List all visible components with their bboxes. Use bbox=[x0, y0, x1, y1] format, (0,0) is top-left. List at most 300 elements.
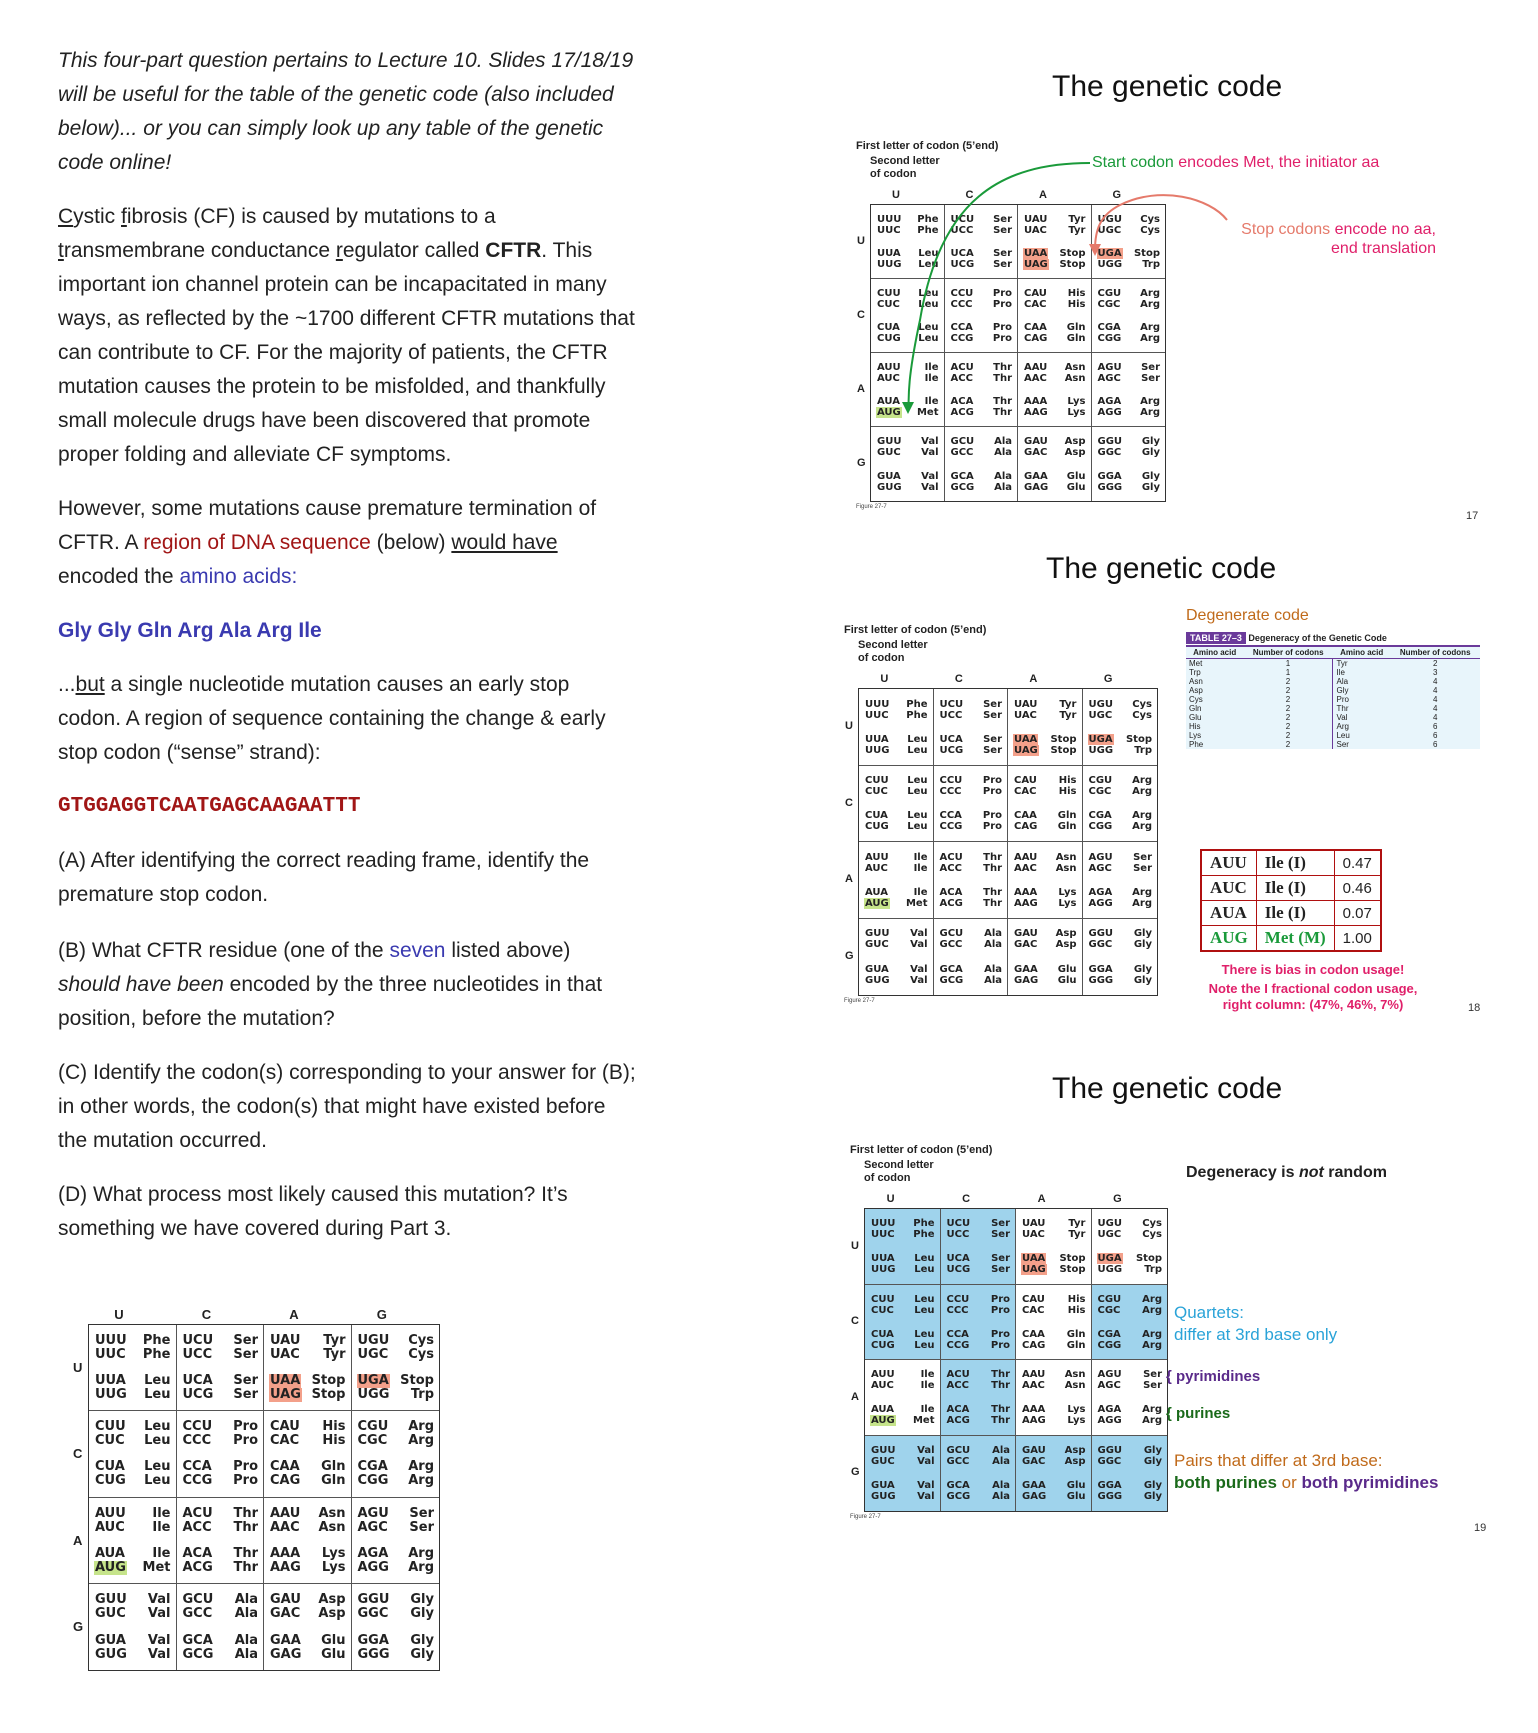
bias-cell: AUC bbox=[1201, 876, 1256, 901]
amino-acid: Leu bbox=[914, 1253, 935, 1265]
first-letter-label: First letter of codon (5’end) bbox=[844, 624, 987, 636]
amino-acid: Met bbox=[905, 897, 928, 909]
not-text: not bbox=[1298, 1164, 1324, 1181]
codon: AUC bbox=[95, 1519, 125, 1535]
amino-acid: Arg bbox=[408, 1419, 434, 1435]
c-letter: C bbox=[58, 205, 74, 228]
amino-acid: Glu bbox=[1066, 470, 1086, 482]
codon: UCG bbox=[946, 1264, 971, 1276]
amino-acid: His bbox=[1067, 299, 1086, 310]
amino-acid: Tyr bbox=[1059, 698, 1077, 710]
codon-row bbox=[870, 1404, 936, 1415]
codon: ACU bbox=[946, 1369, 970, 1381]
codon: AAA bbox=[270, 1545, 301, 1561]
codon: ACA bbox=[946, 1404, 970, 1416]
amino-acid: Pro bbox=[990, 1339, 1010, 1351]
codon: UAU bbox=[270, 1333, 301, 1349]
amino-acid: Gly bbox=[1141, 436, 1160, 448]
amino-acid: Cys bbox=[1142, 1229, 1162, 1241]
amino-acid: Thr bbox=[993, 362, 1012, 373]
text: encoded the bbox=[58, 565, 180, 588]
amino-acids-label: amino acids: bbox=[179, 565, 298, 588]
codon: CUC bbox=[871, 1304, 894, 1316]
row-header: U bbox=[73, 1360, 83, 1376]
codon: UUU bbox=[877, 214, 902, 225]
amino-acid: Val bbox=[917, 1456, 935, 1468]
codon-row bbox=[1097, 1456, 1164, 1467]
amino-acid: Ala bbox=[992, 1491, 1010, 1503]
text: . This important ion channel protein can be incapacitated in many ways, as reflected by the ~1700 different CFTR mutations that can contribute to CF. For the majority of patients, the CFTR mutation causes the protein to be misfolded, and thankfully small molecule drugs have been discovered that promote proper folding and alleviate CF symptoms. bbox=[58, 239, 635, 466]
amino-acid: Thr bbox=[991, 1369, 1010, 1381]
codon-row bbox=[1013, 810, 1078, 821]
col-header: C bbox=[201, 1307, 212, 1322]
codon-row bbox=[1097, 1404, 1164, 1415]
text: ibrosis (CF) is caused by mutations to a bbox=[126, 205, 496, 228]
amino-acid: Arg bbox=[1142, 1293, 1162, 1305]
codon-row bbox=[870, 1253, 936, 1264]
codon-row bbox=[939, 710, 1004, 721]
col-header: C bbox=[962, 1193, 971, 1205]
amino-acid: Ser bbox=[993, 248, 1012, 259]
amino-acid: Glu bbox=[1066, 1491, 1086, 1503]
amino-acid: Pro bbox=[982, 775, 1002, 787]
codon-cell bbox=[1083, 919, 1158, 996]
codon: GAU bbox=[1024, 436, 1048, 448]
codon: UAU bbox=[1022, 1218, 1046, 1230]
codon-row bbox=[1021, 1380, 1087, 1391]
codon: ACU bbox=[939, 851, 963, 863]
amino-acid: Arg bbox=[1142, 1404, 1162, 1416]
amino-acid: Asn bbox=[1064, 373, 1086, 384]
codon-cell bbox=[859, 689, 934, 766]
codon-row bbox=[1021, 1340, 1087, 1351]
codon-row bbox=[1013, 939, 1078, 950]
codon: GUA bbox=[871, 1480, 895, 1492]
amino-acid: Phe bbox=[906, 709, 928, 721]
amino-acid: Leu bbox=[907, 786, 928, 798]
amino-acid: His bbox=[1067, 1304, 1086, 1316]
codon: GCG bbox=[946, 1491, 971, 1503]
codon: CUU bbox=[95, 1419, 126, 1435]
amino-acid: Thr bbox=[991, 1404, 1010, 1416]
codon: AGA bbox=[1097, 396, 1122, 407]
bias-note: There is bias in codon usage! bbox=[1221, 962, 1405, 977]
codon: UUA bbox=[865, 733, 889, 745]
codon-cell bbox=[1008, 689, 1083, 766]
of-codon-label: of codon bbox=[864, 1172, 911, 1184]
bias-cell: AUA bbox=[1201, 901, 1256, 926]
start-arrow bbox=[908, 163, 1090, 410]
codon: GAU bbox=[1022, 1445, 1046, 1457]
deg-cell: 3 bbox=[1432, 668, 1438, 677]
codon: GCC bbox=[182, 1606, 213, 1622]
codon: UUA bbox=[871, 1253, 895, 1265]
codon-row bbox=[946, 1218, 1012, 1229]
amino-acid: Glu bbox=[1057, 975, 1077, 987]
codon: UAA bbox=[1022, 1253, 1046, 1265]
deg-cell: Cys bbox=[1189, 695, 1203, 704]
amino-acid: Ile bbox=[924, 373, 939, 384]
codon-cell bbox=[941, 1360, 1017, 1436]
stop-arrowhead bbox=[1089, 244, 1101, 256]
page-18: 18 bbox=[1468, 1002, 1481, 1014]
amino-acid: Leu bbox=[918, 248, 939, 259]
amino-acid: Ser bbox=[993, 259, 1012, 270]
figure-caption: Figure 27-7 bbox=[844, 998, 875, 1004]
codon: CUU bbox=[871, 1293, 895, 1305]
col-header: U bbox=[880, 673, 889, 685]
bias-cell: 0.07 bbox=[1334, 901, 1381, 926]
codon-row bbox=[1088, 964, 1154, 975]
amino-acid: Arg bbox=[408, 1459, 434, 1475]
codon: GUA bbox=[877, 470, 901, 482]
amino-acid: Stop bbox=[1059, 248, 1086, 259]
amino-acid: Phe bbox=[917, 214, 939, 225]
amino-acid: Leu bbox=[907, 775, 928, 787]
both-purines: both purines bbox=[1174, 1473, 1277, 1492]
codon-row bbox=[1088, 775, 1154, 786]
deg-cell: His bbox=[1189, 722, 1201, 731]
amino-acid: Thr bbox=[233, 1545, 258, 1561]
codon: CAA bbox=[1014, 810, 1037, 822]
amino-acid: Phe bbox=[142, 1333, 171, 1349]
codon: AUC bbox=[871, 1380, 894, 1392]
codon-row bbox=[939, 975, 1004, 986]
quartets-note bbox=[1174, 1302, 1337, 1346]
amino-acid: Val bbox=[147, 1606, 171, 1622]
amino-acid-sequence: Gly Gly Gln Arg Ala Arg Ile bbox=[58, 619, 322, 642]
codon-row bbox=[939, 863, 1004, 874]
amino-acid: Ser bbox=[233, 1347, 258, 1363]
codon: UCA bbox=[182, 1373, 213, 1389]
codon: CCU bbox=[946, 1293, 970, 1305]
codon-row bbox=[1088, 810, 1154, 821]
figure-caption: Figure 27-7 bbox=[850, 1514, 881, 1520]
amino-acid: Gly bbox=[410, 1632, 434, 1648]
amino-acid: Ile bbox=[152, 1505, 171, 1521]
codon: UCC bbox=[182, 1347, 213, 1363]
codon: GGA bbox=[357, 1632, 389, 1648]
codon: UAA bbox=[1024, 248, 1048, 259]
codon: UCC bbox=[946, 1229, 970, 1241]
amino-acid: Gly bbox=[1143, 1480, 1162, 1492]
deg-cell: Pro bbox=[1333, 695, 1390, 704]
codon-cell bbox=[1083, 766, 1158, 843]
amino-acid: Cys bbox=[1132, 709, 1152, 721]
amino-acid: His bbox=[322, 1419, 346, 1435]
of-codon-label: of codon bbox=[858, 652, 905, 664]
codon-cell bbox=[934, 766, 1009, 843]
codon-table-slide18 bbox=[844, 624, 1156, 1006]
amino-acid: Met bbox=[142, 1559, 171, 1575]
deg-cell: Leu bbox=[1333, 731, 1390, 740]
amino-acid: Gln bbox=[321, 1459, 346, 1475]
amino-acid: Ser bbox=[991, 1229, 1010, 1241]
amino-acid: Arg bbox=[1132, 886, 1152, 898]
codon-row bbox=[1088, 786, 1154, 797]
codon-row bbox=[864, 710, 929, 721]
codon: GGC bbox=[1097, 1456, 1122, 1468]
codon-row bbox=[864, 975, 929, 986]
bias-note3: right column: (47%, 46%, 7%) bbox=[1222, 997, 1404, 1012]
codon: UCC bbox=[950, 225, 974, 236]
codon-row bbox=[946, 1305, 1012, 1316]
amino-acid: Gln bbox=[1066, 322, 1086, 333]
codon: AGG bbox=[1088, 897, 1113, 909]
codon: UUC bbox=[877, 225, 901, 236]
deg-cell: 4 bbox=[1432, 677, 1438, 686]
deg-header: Number of codons bbox=[1390, 647, 1480, 659]
codon: CGU bbox=[1088, 775, 1113, 787]
codon: CUA bbox=[865, 810, 888, 822]
amino-acid: Lys bbox=[1067, 1415, 1086, 1427]
codon: UAC bbox=[270, 1347, 300, 1363]
codon-row bbox=[1021, 1415, 1087, 1426]
amino-acid: Gly bbox=[1141, 470, 1160, 482]
amino-acid: Lys bbox=[1058, 886, 1077, 898]
deg-cell: Ile bbox=[1333, 668, 1390, 677]
codon: GCC bbox=[939, 939, 963, 951]
codon: GUC bbox=[871, 1456, 895, 1468]
amino-acid: Thr bbox=[991, 1380, 1010, 1392]
page-17: 17 bbox=[1466, 510, 1479, 522]
amino-acid: Cys bbox=[1142, 1218, 1162, 1230]
amino-acid: Ser bbox=[1143, 1380, 1162, 1392]
codon: GGC bbox=[1097, 447, 1122, 459]
codon: CGU bbox=[357, 1419, 389, 1435]
amino-acid: Arg bbox=[1140, 333, 1160, 344]
codon: AUU bbox=[877, 362, 901, 373]
amino-acid: Ser bbox=[1143, 1369, 1162, 1381]
amino-acid: Tyr bbox=[1068, 225, 1086, 236]
amino-acid: Thr bbox=[983, 862, 1002, 874]
codon: ACU bbox=[950, 362, 974, 373]
row-header: A bbox=[851, 1390, 859, 1403]
question-d: (D) What process most likely caused this mutation? It’s something we have covered during Part 3. bbox=[58, 1183, 568, 1240]
amino-acid: Leu bbox=[918, 259, 939, 270]
amino-acid: Stop bbox=[1125, 733, 1152, 745]
amino-acid: Arg bbox=[1142, 1328, 1162, 1340]
codon-row bbox=[1097, 1264, 1164, 1275]
bias-row bbox=[1201, 876, 1381, 901]
col-header: A bbox=[1037, 1193, 1046, 1205]
amino-acid: Gly bbox=[1133, 928, 1152, 940]
codon-row bbox=[1013, 745, 1078, 756]
codon-row bbox=[1021, 1253, 1087, 1264]
amino-acid: His bbox=[1067, 288, 1086, 299]
amino-acid: Pro bbox=[982, 821, 1002, 833]
codon: AUA bbox=[871, 1404, 894, 1416]
deg-cell: 4 bbox=[1432, 713, 1438, 722]
codon: CAC bbox=[1014, 786, 1037, 798]
codon: GCU bbox=[946, 1445, 971, 1457]
codon: UCA bbox=[946, 1253, 970, 1265]
codon: ACC bbox=[939, 862, 962, 874]
row-header: G bbox=[857, 457, 866, 470]
codon-row bbox=[1021, 1369, 1087, 1380]
amino-acid: Gly bbox=[1143, 1491, 1162, 1503]
table-tag: TABLE 27–3 bbox=[1186, 632, 1246, 644]
codon: AAC bbox=[1022, 1380, 1045, 1392]
codon: AUG bbox=[877, 407, 901, 418]
codon-row bbox=[1013, 898, 1078, 909]
amino-acid: Ser bbox=[1133, 862, 1152, 874]
amino-acid: Arg bbox=[1132, 775, 1152, 787]
codon: UAG bbox=[270, 1387, 301, 1403]
codon: CUG bbox=[95, 1473, 126, 1489]
codon-row bbox=[870, 1294, 936, 1305]
codon-row bbox=[946, 1329, 1012, 1340]
codon: CAU bbox=[270, 1419, 300, 1435]
text: random bbox=[1323, 1164, 1387, 1181]
row-header: U bbox=[851, 1239, 859, 1252]
codon: GAC bbox=[1022, 1456, 1046, 1468]
codon: CUG bbox=[871, 1339, 895, 1351]
amino-acid: Asp bbox=[1055, 928, 1077, 940]
codon: UCU bbox=[946, 1218, 971, 1230]
codon: UGG bbox=[1097, 259, 1123, 270]
deg-cell: 2 bbox=[1285, 713, 1291, 722]
codon-row bbox=[1088, 898, 1154, 909]
codon-cell bbox=[859, 766, 934, 843]
amino-acid: Val bbox=[910, 939, 928, 951]
codon-row bbox=[946, 1480, 1012, 1491]
second-letter-label: Second letter bbox=[864, 1159, 934, 1171]
codon: UAC bbox=[1022, 1229, 1045, 1241]
codon-row bbox=[939, 810, 1004, 821]
codon: UGU bbox=[357, 1333, 390, 1349]
codon: CGG bbox=[1097, 1339, 1122, 1351]
deg-row bbox=[1186, 731, 1480, 740]
codon: ACA bbox=[182, 1545, 213, 1561]
table-title: Degeneracy of the Genetic Code bbox=[1248, 633, 1387, 643]
amino-acid: Glu bbox=[321, 1646, 346, 1662]
codon: GUU bbox=[95, 1592, 127, 1608]
bias-cell: Ile (I) bbox=[1256, 876, 1334, 901]
amino-acid: Arg bbox=[408, 1473, 434, 1489]
amino-acid: Gly bbox=[410, 1646, 434, 1662]
codon-grid bbox=[858, 688, 1158, 996]
codon: UGA bbox=[357, 1373, 389, 1389]
deg-row bbox=[1186, 659, 1480, 669]
degeneracy-grid bbox=[1186, 647, 1480, 749]
amino-acid: Tyr bbox=[323, 1347, 346, 1363]
codon: GCG bbox=[939, 975, 964, 987]
text: listed above) bbox=[445, 939, 571, 962]
codon: UAU bbox=[1024, 214, 1048, 225]
amino-acid: Met bbox=[916, 407, 939, 418]
purines-label bbox=[1166, 1405, 1230, 1422]
pyrimidines-text: pyrimidines bbox=[1176, 1368, 1261, 1385]
codon: UGC bbox=[1097, 1229, 1122, 1241]
amino-acid: Asn bbox=[1064, 362, 1086, 373]
amino-acid: Gly bbox=[1143, 1445, 1162, 1457]
codon: UAG bbox=[1024, 259, 1048, 270]
codon-row bbox=[870, 1218, 936, 1229]
codon: GGU bbox=[1097, 436, 1123, 448]
codon-row bbox=[1088, 734, 1154, 745]
bias-row bbox=[1201, 926, 1381, 952]
amino-acid: Ala bbox=[234, 1632, 258, 1648]
deg-header: Number of codons bbox=[1243, 647, 1333, 659]
codon: UGU bbox=[1097, 1218, 1122, 1230]
codon: AAC bbox=[1024, 373, 1047, 384]
amino-acid: Ser bbox=[993, 225, 1012, 236]
codon-cell bbox=[941, 1436, 1017, 1512]
codon: CCU bbox=[950, 288, 974, 299]
codon-row bbox=[946, 1369, 1012, 1380]
pyrimidines-label bbox=[1166, 1368, 1260, 1385]
codon: GUU bbox=[871, 1445, 896, 1457]
deg-cell: Lys bbox=[1189, 731, 1202, 740]
codon-table-slide19 bbox=[850, 1144, 1166, 1522]
amino-acid: Ile bbox=[924, 396, 939, 407]
codon-cell bbox=[1083, 689, 1158, 766]
amino-acid: Asn bbox=[1064, 1369, 1086, 1381]
amino-acid: Pro bbox=[992, 322, 1012, 333]
codon: CAG bbox=[270, 1473, 301, 1489]
deg-cell: 1 bbox=[1285, 659, 1291, 668]
codon-row bbox=[946, 1264, 1012, 1275]
amino-acid: Trp bbox=[1142, 259, 1160, 270]
codon: AUA bbox=[865, 886, 888, 898]
codon: GCA bbox=[950, 470, 974, 482]
codon: UGC bbox=[357, 1347, 389, 1363]
codon-row bbox=[870, 1380, 936, 1391]
codon: AUA bbox=[877, 396, 900, 407]
codon: CAA bbox=[1022, 1328, 1045, 1340]
amino-acid: Ser bbox=[409, 1519, 434, 1535]
codon-row bbox=[1013, 699, 1078, 710]
codon: AGC bbox=[1097, 1380, 1121, 1392]
codon: GAC bbox=[270, 1606, 301, 1622]
codon: GAU bbox=[270, 1592, 301, 1608]
codon-row bbox=[864, 863, 929, 874]
codon-bias-table bbox=[1200, 849, 1382, 952]
deg-cell: Trp bbox=[1189, 668, 1201, 677]
codon-row bbox=[1097, 1305, 1164, 1316]
amino-acid: Leu bbox=[914, 1304, 935, 1316]
bias-row bbox=[1201, 901, 1381, 926]
page-19: 19 bbox=[1474, 1522, 1487, 1534]
codon-row bbox=[870, 1445, 936, 1456]
codon: GUU bbox=[877, 436, 902, 448]
amino-acid: Arg bbox=[1142, 1415, 1162, 1427]
codon: GCU bbox=[182, 1592, 214, 1608]
col-header: C bbox=[965, 189, 974, 201]
amino-acid: Glu bbox=[1066, 481, 1086, 493]
amino-acid: Asn bbox=[1064, 1380, 1086, 1392]
amino-acid: Cys bbox=[408, 1347, 434, 1363]
amino-acid: Tyr bbox=[1068, 1229, 1086, 1241]
codon: GUC bbox=[95, 1606, 126, 1622]
col-header: G bbox=[1112, 189, 1122, 201]
codon: AGA bbox=[1088, 886, 1113, 898]
amino-acid: Lys bbox=[1067, 407, 1086, 418]
codon: CCU bbox=[182, 1419, 213, 1435]
amino-acid: Pro bbox=[233, 1419, 258, 1435]
amino-acid: Gly bbox=[1133, 939, 1152, 951]
amino-acid: Thr bbox=[983, 886, 1002, 898]
deg-cell: 2 bbox=[1285, 722, 1291, 731]
amino-acid: Leu bbox=[918, 299, 939, 310]
deg-header: Amino acid bbox=[1186, 647, 1243, 659]
amino-acid: His bbox=[1067, 1293, 1086, 1305]
codon: GCU bbox=[950, 436, 975, 448]
col-header: G bbox=[376, 1307, 387, 1322]
deg-cell: Phe bbox=[1189, 740, 1204, 749]
amino-acid: Gln bbox=[1057, 810, 1077, 822]
